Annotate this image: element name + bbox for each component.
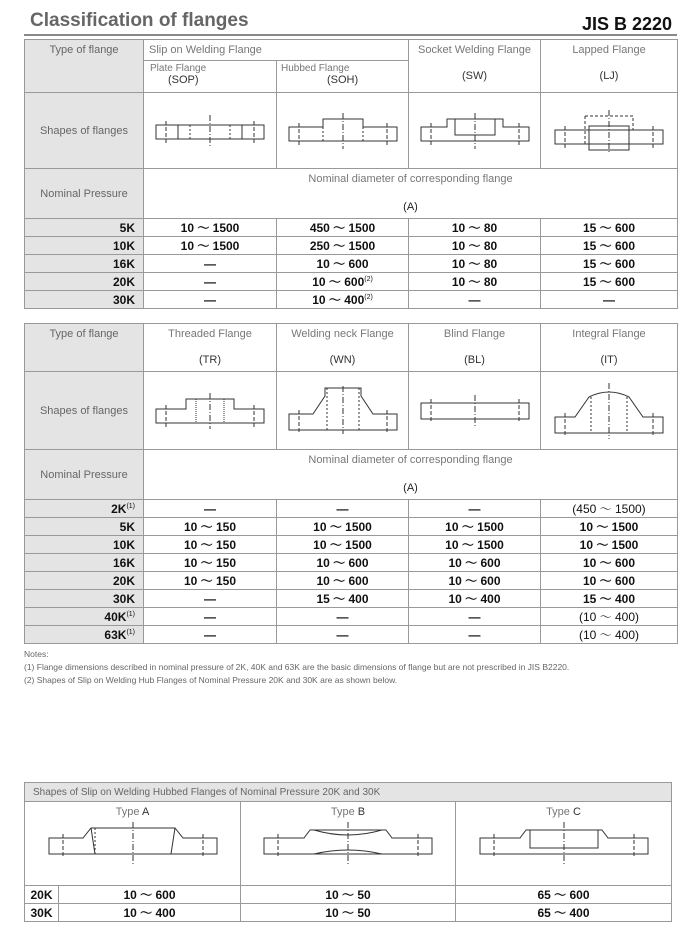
it-cell: 10 ～ 600	[541, 554, 678, 572]
pressure-cell: 10K	[25, 536, 144, 554]
soh-cell: 10 ～ 400$^{(2)}$	[277, 291, 409, 309]
wn-cell: —	[277, 608, 409, 626]
tr-cell: —	[144, 500, 277, 518]
footnote-ref: (1)	[126, 628, 135, 636]
bl-cell: 10 ～ 1500	[409, 536, 541, 554]
pressure-cell: 20K	[25, 273, 144, 291]
footnote-ref: (2)	[364, 294, 373, 301]
slip-on-header	[144, 40, 409, 93]
blind-flange-drawing	[409, 372, 541, 450]
sop-cell: —	[144, 273, 277, 291]
pressure-cell: 30K	[25, 904, 59, 922]
it-cell: (10 ～ 400)	[541, 626, 678, 644]
threaded-label: Threaded Flange	[168, 328, 252, 340]
type-a-range: 10 ～ 400	[59, 904, 241, 922]
shapes-label-2: Shapes of flanges	[25, 372, 144, 450]
unit-label-2: (A)	[403, 482, 418, 494]
wn-cell: —	[277, 500, 409, 518]
type-b-range: 10 ～ 50	[241, 904, 456, 922]
lapped-label: Lapped Flange	[572, 44, 646, 56]
type-b-label: Type B	[330, 806, 366, 818]
it-cell: 15 ～ 400	[541, 590, 678, 608]
threaded-flange-drawing	[144, 372, 277, 450]
tr-cell: —	[144, 626, 277, 644]
welding-neck-flange-drawing	[277, 372, 409, 450]
lapped-header	[541, 40, 678, 93]
it-cell: 10 ～ 600	[541, 572, 678, 590]
nominal-diameter-label-1: Nominal diameter of corresponding flange	[308, 173, 513, 185]
lj-cell: 15 ～ 600	[541, 273, 678, 291]
hubbed-flange-drawing	[277, 93, 409, 169]
hubbed-types-table	[24, 782, 672, 922]
notes-block	[24, 648, 569, 687]
bl-cell: 10 ～ 600	[409, 572, 541, 590]
type-a-cell	[25, 802, 241, 886]
wn-cell: 15 ～ 400	[277, 590, 409, 608]
integral-header	[541, 324, 678, 372]
pressure-row	[25, 518, 678, 536]
pressure-cell: 30K	[25, 291, 144, 309]
socket-header	[409, 40, 541, 93]
tr-cell: 10 ～ 150	[144, 554, 277, 572]
pressure-cell: 30K	[25, 590, 144, 608]
type-b-cell	[241, 802, 456, 886]
sop-cell: 10 ～ 1500	[144, 237, 277, 255]
pressure-row	[25, 608, 678, 626]
shapes-label-1: Shapes of flanges	[25, 93, 144, 169]
type-a-range: 10 ～ 600	[59, 886, 241, 904]
type-c-label: Type C	[546, 806, 581, 818]
wn-cell: 10 ～ 1500	[277, 536, 409, 554]
pressure-row	[25, 554, 678, 572]
pressure-row	[25, 886, 672, 904]
pressure-row	[25, 904, 672, 922]
pressure-row	[25, 273, 678, 291]
sw-code: (SW)	[461, 70, 488, 82]
nominal-diameter-label-2: Nominal diameter of corresponding flange	[308, 454, 513, 466]
type-b-drawing	[258, 820, 438, 870]
nominal-diameter-header-1	[144, 169, 678, 219]
type-of-flange-label: Type of flange	[25, 40, 144, 93]
welding-neck-label: Welding neck Flange	[291, 328, 394, 340]
pressure-cell: 5K	[25, 518, 144, 536]
pressure-row	[25, 572, 678, 590]
sw-cell: 10 ～ 80	[409, 273, 541, 291]
pressure-row	[25, 500, 678, 518]
lj-cell: —	[541, 291, 678, 309]
pressure-cell: 16K	[25, 255, 144, 273]
bl-cell: —	[409, 500, 541, 518]
pressure-cell: $63K^{(1)}$	[25, 626, 144, 644]
type-of-flange-label-2: Type of flange	[25, 324, 144, 372]
wn-code: (WN)	[329, 354, 356, 366]
bl-code: (BL)	[464, 354, 485, 366]
type-b-range: 10 ～ 50	[241, 886, 456, 904]
wn-cell: 10 ～ 1500	[277, 518, 409, 536]
note-1: (1) Flange dimensions described in nominal pressure of 2K, 40K and 63K are the basic dimensions of flange but are not prescribed in JIS B2220.	[24, 662, 570, 672]
wn-cell: 10 ～ 600	[277, 554, 409, 572]
tr-cell: —	[144, 590, 277, 608]
bl-cell: 10 ～ 1500	[409, 518, 541, 536]
sop-cell: —	[144, 255, 277, 273]
integral-label: Integral Flange	[572, 328, 646, 340]
tr-code: (TR)	[199, 354, 221, 366]
it-cell: 10 ～ 1500	[541, 518, 678, 536]
sw-cell: 10 ～ 80	[409, 237, 541, 255]
type-a-label: Type A	[115, 806, 150, 818]
pressure-row	[25, 237, 678, 255]
wn-cell: 10 ～ 600	[277, 572, 409, 590]
sw-cell: 10 ～ 80	[409, 255, 541, 273]
it-cell: 10 ～ 1500	[541, 536, 678, 554]
bl-cell: —	[409, 626, 541, 644]
bl-cell: —	[409, 608, 541, 626]
title-rule	[24, 34, 677, 36]
type-a-drawing	[43, 820, 223, 870]
notes-heading: Notes:	[24, 649, 49, 659]
nominal-diameter-header-2	[144, 450, 678, 500]
note-2: (2) Shapes of Slip on Welding Hub Flanges of Nominal Pressure 20K and 30K are as shown below.	[24, 675, 398, 685]
type-c-cell	[456, 802, 672, 886]
lj-cell: 15 ～ 600	[541, 219, 678, 237]
pressure-row	[25, 536, 678, 554]
type-c-range: 65 ～ 600	[456, 886, 672, 904]
soh-cell: 250 ～ 1500	[277, 237, 409, 255]
type-c-range: 65 ～ 400	[456, 904, 672, 922]
pressure-row	[25, 255, 678, 273]
blind-header	[409, 324, 541, 372]
pressure-row	[25, 590, 678, 608]
pressure-row	[25, 219, 678, 237]
sw-cell: —	[409, 291, 541, 309]
blind-label: Blind Flange	[443, 328, 506, 340]
footnote-ref: (1)	[126, 610, 135, 618]
bl-cell: 10 ～ 400	[409, 590, 541, 608]
hubbed-flange-header	[277, 61, 408, 92]
footnote-ref: (2)	[364, 276, 373, 283]
soh-cell: 10 ～ 600	[277, 255, 409, 273]
tr-cell: 10 ～ 150	[144, 536, 277, 554]
bl-cell: 10 ～ 600	[409, 554, 541, 572]
pressure-cell: 5K	[25, 219, 144, 237]
socket-flange-drawing	[409, 93, 541, 169]
type-c-drawing	[474, 820, 654, 870]
tr-cell: 10 ～ 150	[144, 518, 277, 536]
pressure-cell: $2K^{(1)}$	[25, 500, 144, 518]
threaded-header	[144, 324, 277, 372]
sop-cell: —	[144, 291, 277, 309]
sop-cell: 10 ～ 1500	[144, 219, 277, 237]
soh-cell: 450 ～ 1500	[277, 219, 409, 237]
pressure-cell: $40K^{(1)}$	[25, 608, 144, 626]
flange-table-2	[24, 323, 678, 644]
lj-code: (LJ)	[599, 70, 619, 82]
tr-cell: 10 ～ 150	[144, 572, 277, 590]
plate-flange-drawing	[144, 93, 277, 169]
tr-cell: —	[144, 608, 277, 626]
pressure-cell: 20K	[25, 886, 59, 904]
it-cell: (450 ～ 1500)	[541, 500, 678, 518]
pressure-cell: 20K	[25, 572, 144, 590]
hubbed-flange-label: Hubbed Flange	[281, 63, 350, 74]
lj-cell: 15 ～ 600	[541, 237, 678, 255]
welding-neck-header	[277, 324, 409, 372]
flange-table-1	[24, 39, 678, 309]
pressure-cell: 10K	[25, 237, 144, 255]
footnote-ref: (1)	[126, 502, 135, 510]
page-title: Classification of flanges	[30, 10, 249, 31]
sw-cell: 10 ～ 80	[409, 219, 541, 237]
nominal-pressure-label-2: Nominal Pressure	[25, 450, 144, 500]
sop-code: (SOP)	[168, 74, 199, 86]
pressure-row	[25, 626, 678, 644]
integral-flange-drawing	[541, 372, 678, 450]
unit-label-1: (A)	[403, 201, 418, 213]
plate-flange-header	[144, 61, 277, 92]
it-cell: (10 ～ 400)	[541, 608, 678, 626]
soh-cell: 10 ～ 600$^{(2)}$	[277, 273, 409, 291]
nominal-pressure-label-1: Nominal Pressure	[25, 169, 144, 219]
plate-flange-label: Plate Flange	[150, 63, 207, 74]
slip-on-label: Slip on Welding Flange	[149, 44, 262, 56]
soh-code: (SOH)	[327, 74, 359, 86]
lj-cell: 15 ～ 600	[541, 255, 678, 273]
lapped-flange-drawing	[541, 93, 678, 169]
pressure-row	[25, 291, 678, 309]
pressure-cell: 16K	[25, 554, 144, 572]
socket-label: Socket Welding Flange	[418, 44, 531, 56]
hubbed-types-title: Shapes of Slip on Welding Hubbed Flanges of Nominal Pressure 20K and 30K	[25, 783, 672, 802]
it-code: (IT)	[600, 354, 618, 366]
wn-cell: —	[277, 626, 409, 644]
standard-code: JIS B 2220	[581, 14, 672, 34]
